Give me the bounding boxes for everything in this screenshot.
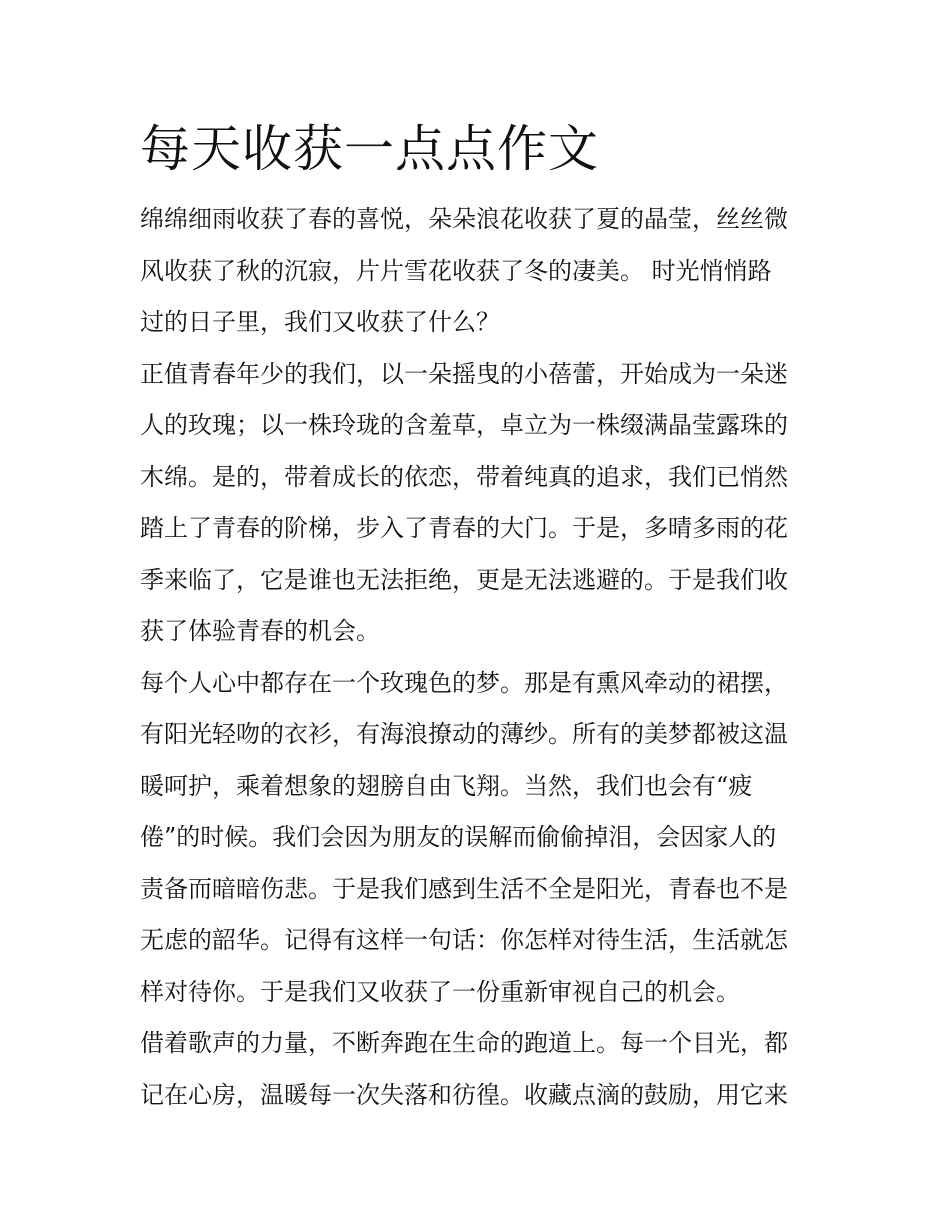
paragraph-4 (140, 1018, 820, 1121)
text-line: 过的日子里，我们又收获了什么？ (140, 308, 500, 336)
text-line: 借着歌声的力量，不断奔跑在生命的跑道上。每一个目光，都 (140, 1029, 788, 1057)
text-line: 责备而暗暗伤悲。于是我们感到生活不全是阳光，青春也不是 (140, 874, 788, 903)
text-line: 绵绵细雨收获了春的喜悦，朵朵浪花收获了夏的晶莹，丝丝微 (140, 205, 788, 233)
text-line: 每个人心中都存在一个玫瑰色的梦。那是有熏风牵动的裙摆， (140, 668, 788, 697)
document-title: 每天收获一点点作文 (140, 120, 599, 178)
text-line: 样对待你。于是我们又收获了一份重新审视自己的机会。 (140, 977, 740, 1006)
text-line: 记在心房，温暖每一次失落和彷徨。收藏点滴的鼓励，用它来 (140, 1080, 788, 1109)
text-line: 正值青春年少的我们，以一朵摇曳的小蓓蕾，开始成为一朵迷 (140, 359, 788, 388)
paragraph-2 (140, 349, 820, 658)
paragraph-3 (140, 658, 820, 1019)
text-line: 获了体验青春的机会。 (140, 617, 380, 645)
text-line: 倦”的时候。我们会因为朋友的误解而偷偷掉泪，会因家人的 (140, 823, 777, 851)
document-content (140, 118, 820, 1121)
text-line: 风收获了秋的沉寂，片片雪花收获了冬的凄美。 时光悄悄路 (140, 256, 772, 285)
text-line: 人的玫瑰；以一株玲珑的含羞草，卓立为一株缀满晶莹露珠的 (140, 411, 788, 439)
text-line: 踏上了青春的阶梯，步入了青春的大门。于是，多晴多雨的花 (140, 514, 788, 542)
text-line: 无虑的韶华。记得有这样一句话：你怎样对待生活，生活就怎 (140, 926, 788, 954)
text-line: 季来临了，它是谁也无法拒绝，更是无法逃避的。于是我们收 (140, 565, 788, 594)
text-line: 有阳光轻吻的衣衫，有海浪撩动的薄纱。所有的美梦都被这温 (140, 720, 788, 748)
text-line: 暖呵护，乘着想象的翅膀自由飞翔。当然，我们也会有“疲 (140, 771, 753, 800)
paragraph-1 (140, 194, 820, 349)
text-line: 木绵。是的，带着成长的依恋，带着纯真的追求，我们已悄然 (140, 462, 788, 491)
